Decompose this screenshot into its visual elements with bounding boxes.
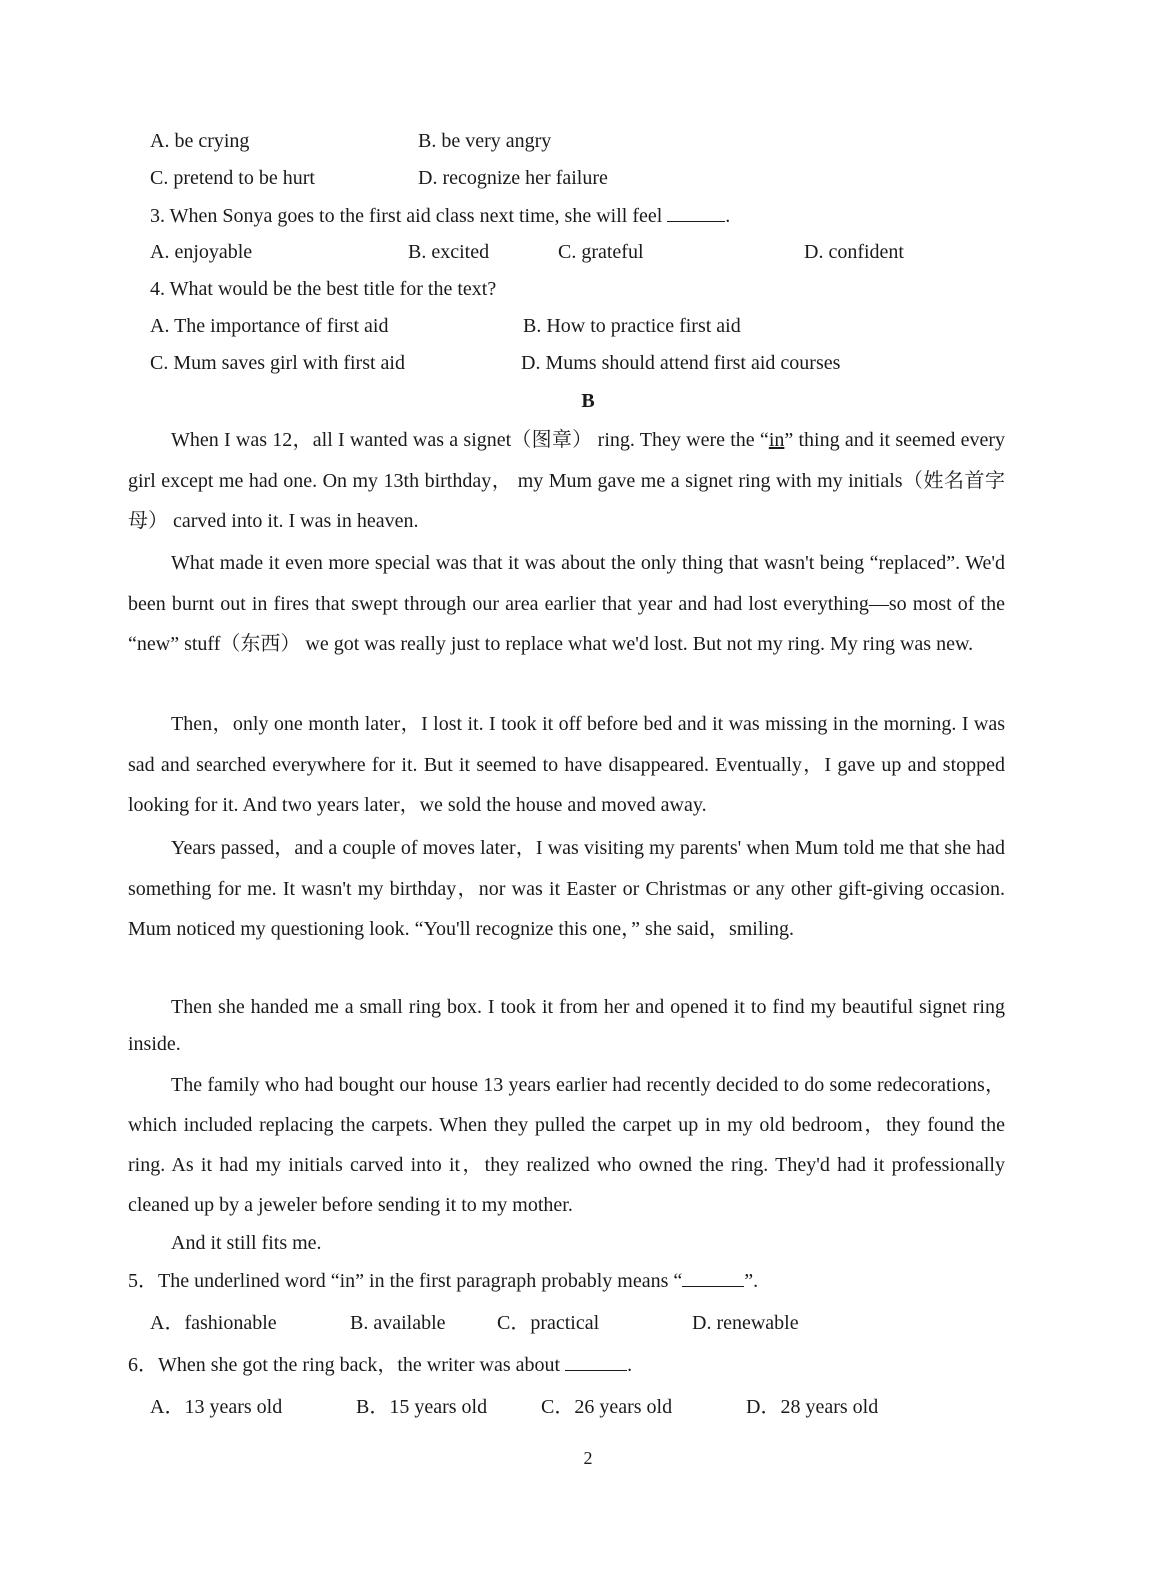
q6-option-b: B．15 years old (356, 1396, 488, 1418)
q3-option-b: B. excited (408, 241, 490, 263)
section-heading: B (581, 390, 595, 412)
q3-stem-text: 3. When Sonya goes to the first aid class next time, she will feel (150, 205, 663, 227)
passage-paragraph-4: Years passed，and a couple of moves later，I was visiting my parents' when Mum told me that she had something for me. It wasn't my birthday，nor was it Easter or Christmas or any other gift-giving occasion. Mum noticed my questioning look. “You'll recognize this one，” she said，smiling. (128, 837, 1005, 940)
q4-option-d: D. Mums should attend first aid courses (521, 352, 841, 374)
q3-answer-blank (667, 203, 725, 222)
q5-stem-end: ”. (744, 1270, 759, 1292)
passage-p1-start: When I was 12，all I wanted was a signet（图章） ring. They were the “ (171, 429, 769, 451)
passage-paragraph-3: Then，only one month later，I lost it. I took it off before bed and it was missing in the morning. I was sad and searched everywhere for it. But it seemed to have disappeared. Eventually，I gave up and stopped looking for it. And two years later，we sold the house and moved away. (128, 713, 1005, 816)
q2-option-c: C. pretend to be hurt (150, 167, 315, 189)
q5-stem (128, 1268, 758, 1293)
passage-paragraph-2: What made it even more special was that it was about the only thing that wasn't being “replaced”. We'd been burnt out in fires that swept through our area earlier that year and had lost everything—so most of the “new” stuff（东西） we got was really just to replace what we'd lost. But not my ring. My ring was new. (128, 552, 1005, 655)
q5-option-a: A．fashionable (150, 1312, 277, 1334)
q5-option-c: C．practical (497, 1312, 600, 1334)
q3-option-c: C. grateful (558, 241, 644, 263)
q6-stem-end: . (627, 1354, 633, 1376)
passage-paragraph-6: The family who had bought our house 13 years earlier had recently decided to do some redecorations，which included replacing the carpets. When they pulled the carpet up in my old bedroom，they found the ring. As it had my initials carved into it，they realized who owned the ring. They'd had it professionally cleaned up by a jeweler before sending it to my mother. (128, 1074, 1005, 1216)
q6-option-d: D．28 years old (746, 1396, 879, 1418)
q6-answer-blank (565, 1352, 627, 1371)
q5-stem-text: 5．The underlined word “in” in the first paragraph probably means “ (128, 1270, 683, 1292)
q6-option-a: A．13 years old (150, 1396, 283, 1418)
q3-stem (150, 203, 730, 228)
q2-option-b: B. be very angry (418, 130, 552, 152)
passage-paragraph-5: Then she handed me a small ring box. I took it from her and opened it to find my beautiful signet ring inside. (128, 996, 1005, 1055)
q4-option-a: A. The importance of first aid (150, 315, 389, 337)
q4-option-b: B. How to practice first aid (523, 315, 741, 337)
q3-option-a: A. enjoyable (150, 241, 253, 263)
q3-stem-end: . (725, 205, 731, 227)
q3-option-d: D. confident (804, 241, 904, 263)
q6-stem-text: 6．When she got the ring back，the writer was about (128, 1354, 561, 1376)
passage-paragraph-1 (128, 420, 1005, 542)
passage-p1-end: ” thing and it seemed every girl except me had one. On my 13th birthday， my Mum gave me a signet ring with my initials（姓名首字母） carved into it. I was in heaven. (128, 429, 1005, 532)
passage-paragraph-7: And it still fits me. (171, 1232, 322, 1254)
q4-stem: 4. What would be the best title for the text? (150, 278, 497, 300)
q5-option-d: D. renewable (692, 1312, 799, 1334)
q6-stem (128, 1352, 632, 1377)
q2-option-a: A. be crying (150, 130, 250, 152)
q4-option-c: C. Mum saves girl with first aid (150, 352, 405, 374)
q2-option-d: D. recognize her failure (418, 167, 608, 189)
q5-answer-blank (682, 1268, 744, 1287)
underlined-word: in (768, 429, 785, 451)
q6-option-c: C．26 years old (541, 1396, 673, 1418)
page-number: 2 (583, 1448, 593, 1468)
q5-option-b: B. available (350, 1312, 446, 1334)
